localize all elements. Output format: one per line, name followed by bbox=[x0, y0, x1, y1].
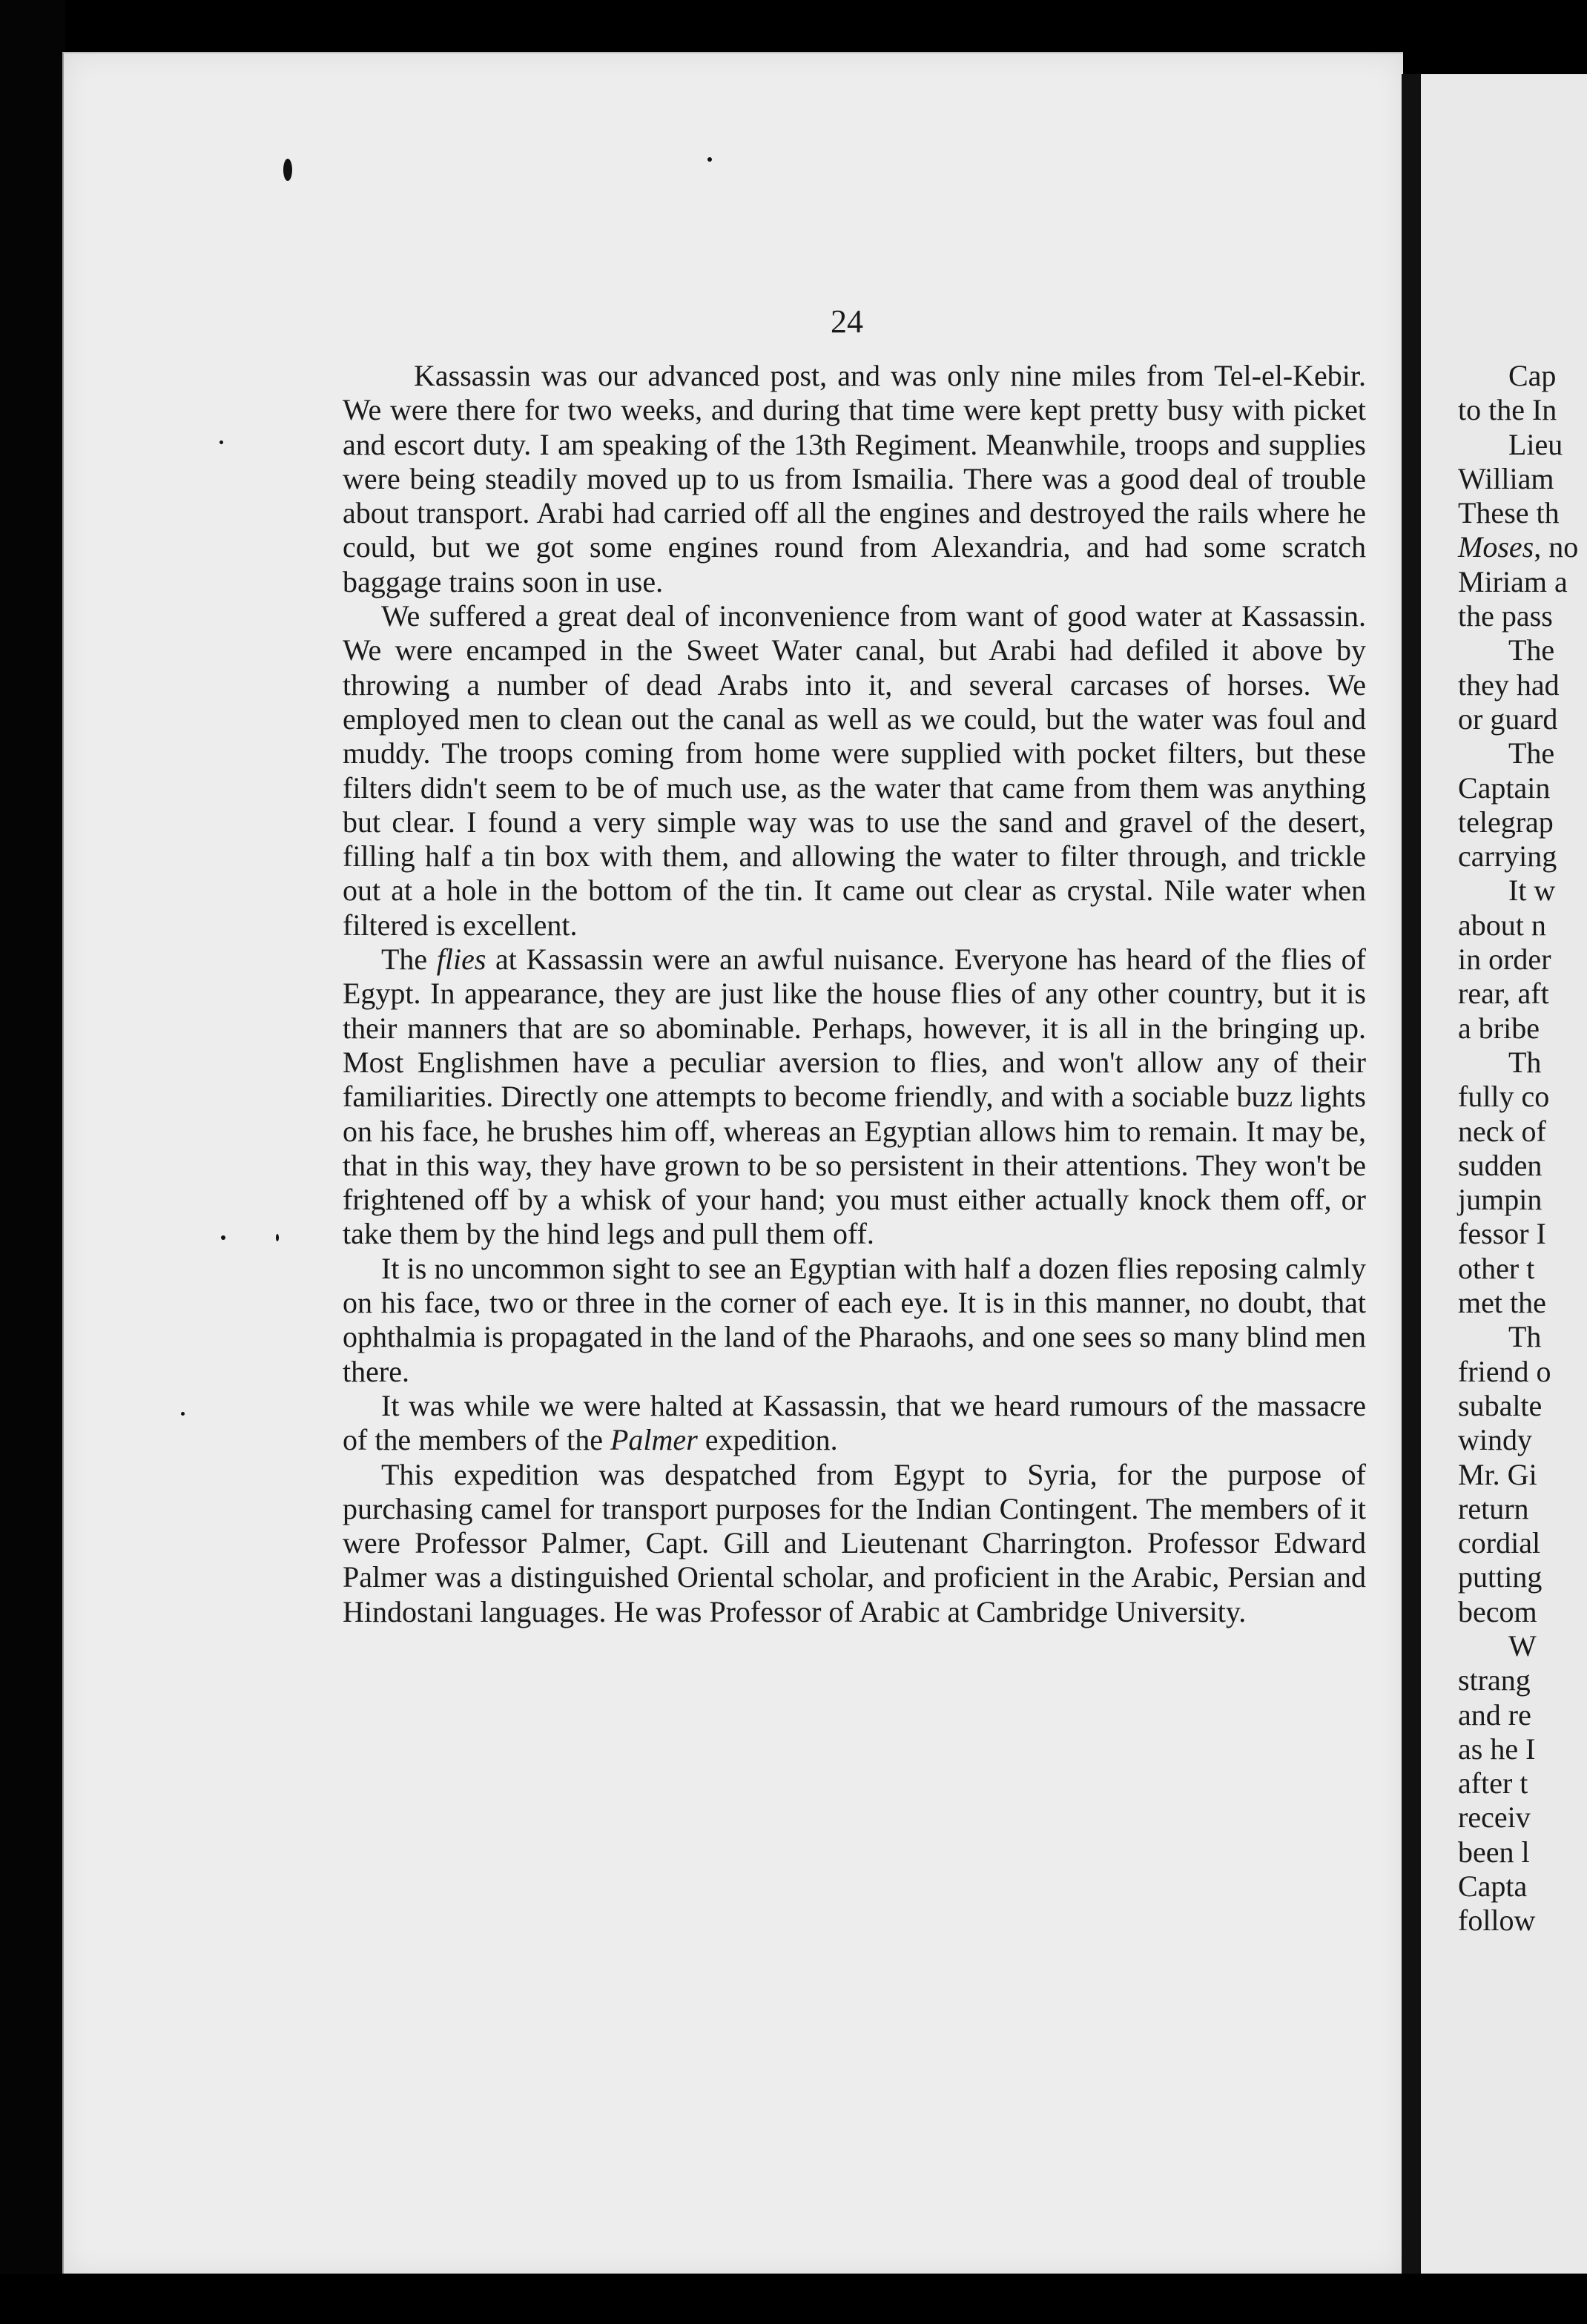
facing-page-line: These th bbox=[1458, 496, 1560, 530]
facing-page-line: receiv bbox=[1458, 1800, 1531, 1835]
facing-page-line: to the In bbox=[1458, 393, 1557, 427]
page-number: 24 bbox=[831, 303, 863, 340]
facing-page-line: Capta bbox=[1458, 1869, 1528, 1904]
paragraph: Kassassin was our advanced post, and was only nine miles from Tel-el-Kebir. We were there for two weeks, and during that time were kept pretty busy with picket and escort duty. I am speaking of the 13th Regiment. Meanwhile, troops and supplies were being steadily moved up to us from Ismailia. There was a good deal of trouble about transport. Arabi had carried off all the engines and destroyed the rails where he could, but we got some engines round from Alexandria, and had some scratch baggage trains soon in use. bbox=[343, 359, 1366, 598]
facing-page-line: Cap bbox=[1508, 359, 1557, 392]
facing-page-line: other t bbox=[1458, 1251, 1535, 1285]
ink-speck bbox=[221, 1235, 225, 1240]
facing-page-line: sudden bbox=[1458, 1148, 1543, 1182]
facing-page-line: follow bbox=[1458, 1904, 1536, 1938]
facing-page-line: met the bbox=[1458, 1286, 1546, 1320]
facing-page-line: becom bbox=[1458, 1594, 1537, 1628]
paragraph: We suffered a great deal of inconvenience from want of good water at Kassassin. We were encamped in the Sweet Water canal, but Arabi had defiled it above by throwing a number of dead Arabs into it, and several carcases of horses. We employed men to clean out the canal as well as we could, but the water was foul and muddy. The troops coming from home were supplied with pocket filters, but these filters didn't seem to be of much use, as the water that came from them was anything but clear. I found a very simple way was to use the sand and gravel of the desert, filling half a tin box with them, and allowing the water to filter through, and trickle out at a hole in the bottom of the tin. It came out clear as crystal. Nile water when filtered is excellent. bbox=[343, 599, 1366, 942]
facing-page-line: Moses, no bbox=[1458, 530, 1579, 564]
facing-page-line: friend o bbox=[1458, 1354, 1551, 1388]
facing-page-line: subalte bbox=[1458, 1388, 1543, 1422]
ink-speck bbox=[220, 440, 223, 444]
facing-page-line: cordial bbox=[1458, 1526, 1541, 1560]
facing-page-line: about n bbox=[1458, 908, 1546, 942]
facing-page-line: fessor I bbox=[1458, 1217, 1546, 1251]
facing-page-line: been l bbox=[1458, 1835, 1530, 1869]
italic-word: flies bbox=[436, 943, 486, 977]
facing-page-line: the pass bbox=[1458, 599, 1553, 633]
facing-page-line: Miriam a bbox=[1458, 564, 1568, 598]
book-gutter bbox=[1402, 74, 1421, 2274]
page-body bbox=[343, 359, 1366, 1629]
facing-page-line: in order bbox=[1458, 943, 1551, 977]
facing-page-line: or guard bbox=[1458, 702, 1558, 736]
facing-page-line: Lieu bbox=[1508, 427, 1563, 461]
facing-page-line: Mr. Gi bbox=[1458, 1457, 1537, 1491]
ink-speck bbox=[283, 159, 292, 181]
facing-page-line: return bbox=[1458, 1491, 1529, 1525]
facing-page-line: Captain bbox=[1458, 770, 1551, 805]
facing-page-line: putting bbox=[1458, 1560, 1543, 1594]
facing-page-line: after t bbox=[1458, 1766, 1528, 1800]
facing-page-line: they had bbox=[1458, 667, 1560, 702]
paragraph-lead: The bbox=[381, 943, 437, 977]
paragraph: This expedition was despatched from Egypt to Syria, for the purpose of purchasing camel for transport purposes for the Indian Contingent. The members of it were Professor Palmer, Capt. Gill and Lieutenant Charrington. Professor Edward Palmer was a distinguished Oriental scholar, and proficient in the Arabic, Persian and Hindostani languages. He was Professor of Arabic at Cambridge University. bbox=[343, 1457, 1366, 1628]
facing-page-line: telegrap bbox=[1458, 805, 1554, 839]
paragraph bbox=[343, 943, 1366, 1252]
paragraph: It is no uncommon sight to see an Egyptian with half a dozen flies reposing calmly on his face, two or three in the corner of each eye. It is in this manner, no doubt, that ophthalmia is propagated in the land of the Pharaohs, and one sees so many blind men there. bbox=[343, 1251, 1366, 1388]
facing-page-line: carrying bbox=[1458, 839, 1557, 874]
facing-page-line: William bbox=[1458, 461, 1554, 495]
ink-speck bbox=[707, 157, 712, 162]
paragraph bbox=[343, 1389, 1366, 1458]
facing-page-line: It w bbox=[1508, 874, 1556, 908]
facing-page-line: The bbox=[1508, 633, 1555, 667]
facing-page-line: windy bbox=[1458, 1423, 1532, 1457]
facing-page-line: a bribe bbox=[1458, 1011, 1540, 1045]
facing-page-text-fragments bbox=[1458, 359, 1587, 1938]
facing-page-line: neck of bbox=[1458, 1114, 1546, 1148]
paragraph-rest: expedition. bbox=[697, 1423, 838, 1457]
facing-page-line: Th bbox=[1508, 1045, 1542, 1079]
facing-page-line: fully co bbox=[1458, 1080, 1550, 1114]
facing-page-line: The bbox=[1508, 736, 1555, 770]
paragraph-rest: at Kassassin were an awful nuisance. Everyone has heard of the flies of Egypt. In appearance, they are just like the house flies of any other country, but it is their manners that are so abominable. Perhaps, however, it is all in the bringing up. Most Englishmen have a peculiar aversion to flies, and won't allow any of their familiarities. Directly one attempts to become friendly, and with a sociable buzz lights on his face, he brushes him off, whereas an Egyptian allows him to remain. It may be, that in this way, they have grown to be so persistent in their attentions. They won't be frightened off by a whisk of your hand; you must either actually knock them off, or take them by the hind legs and pull them off. bbox=[343, 943, 1366, 1251]
ink-speck bbox=[276, 1234, 279, 1241]
facing-page-line: and re bbox=[1458, 1697, 1531, 1732]
scan-border-left bbox=[0, 0, 65, 2324]
facing-page-line: W bbox=[1508, 1628, 1537, 1663]
paragraph-lead: It was while we were halted at Kassassin, that we heard rumours of the massacre of the members of the bbox=[343, 1388, 1366, 1457]
facing-page-line: as he I bbox=[1458, 1732, 1536, 1766]
facing-page-line: jumpin bbox=[1458, 1183, 1543, 1217]
scan-border-bottom bbox=[0, 2274, 1587, 2324]
facing-page-line: Th bbox=[1508, 1320, 1542, 1354]
italic-word: Palmer bbox=[610, 1423, 698, 1457]
facing-page-line: rear, aft bbox=[1458, 977, 1549, 1011]
facing-page-line: strang bbox=[1458, 1663, 1531, 1697]
ink-speck bbox=[181, 1412, 185, 1416]
